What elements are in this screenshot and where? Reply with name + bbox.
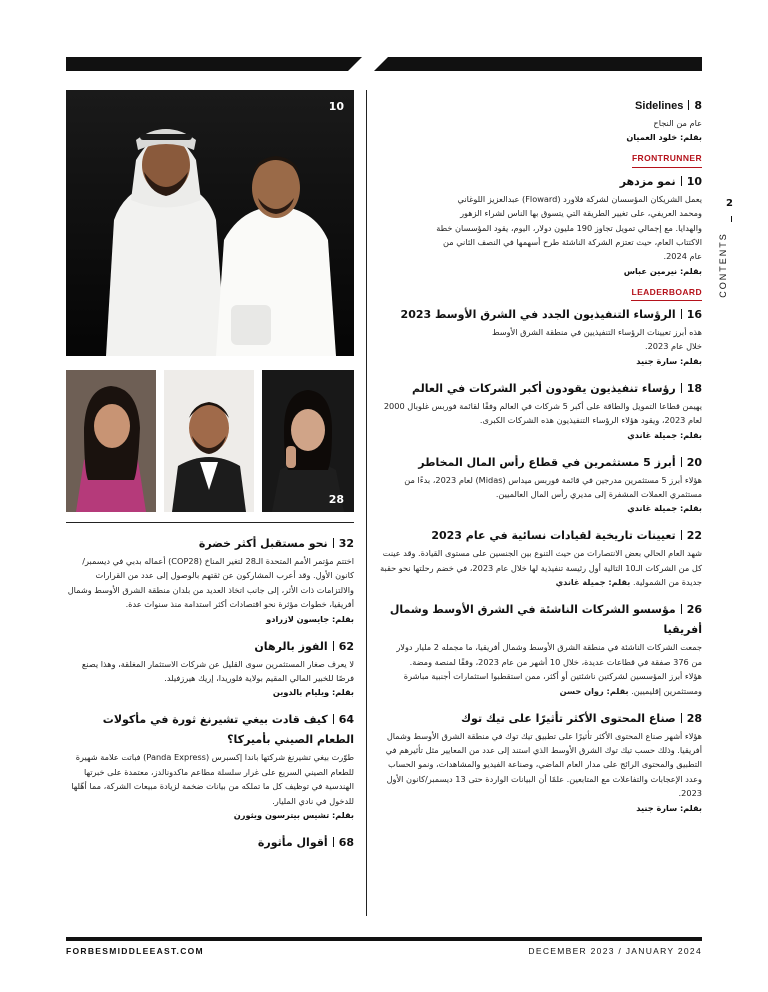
entry-number: 18: [686, 381, 702, 395]
footer-rule: [66, 937, 702, 941]
entry-32[interactable]: [66, 534, 354, 627]
entry-summary: هؤلاء أبرز 5 مستثمرين مدرجين في قائمة فوربس ميداس (Midas) لعام 2023، بدءًا من مستثمري العملات المشفرة إلى مديري رأس المال العالميين.: [404, 474, 702, 500]
entry-22[interactable]: [374, 526, 702, 590]
entry-byline: بقلم: جايسون لازرادو: [266, 613, 354, 624]
entry-title: تعيينات تاريخية لقيادات نسائية في عام 2023: [431, 529, 676, 543]
entry-number: 62: [338, 639, 354, 653]
entry-title: أقوال مأثورة: [257, 836, 328, 850]
entry-byline: بقلم: سارة جنيد: [636, 802, 702, 813]
entry-headline: [374, 600, 702, 640]
entry-title: نحو مستقبل أكثر خضرة: [198, 537, 328, 550]
footer-issue-date: DECEMBER 2023 / JANUARY 2024: [528, 946, 702, 956]
entry-summary-text: جمعت الشركات الناشئة في منطقة الشرق الأوسط وشمال أفريقيا، ما مجمله 2 مليار دولار من 376 صفقة في قطاعات عديدة، خلال 10 أشهر من عام 2023، وفقًا لمنصة ومضة. هؤلاء أبرز المؤسسين لشركتين ناشئتين أو أكثر، ممن استقطبوا استثمارات أجنبية مباشرة ومستثمرين إقليميين.: [396, 642, 702, 696]
entry-summary: لا يعرف صغار المستثمرين سوى القليل عن شركات الاستثمار المغلقة، وهذا يصنع فرصًا للخبير المالي المقيم بولاية فلوريدا، إريك هيرزفيلد.: [81, 658, 354, 684]
entry-64[interactable]: [66, 710, 354, 823]
entry-number: 64: [338, 713, 354, 727]
entry-headline: [374, 453, 702, 473]
entry-number: 32: [338, 537, 354, 550]
entry-headline: [66, 710, 354, 750]
entry-byline: بقلم: جميلة غاندي: [555, 577, 631, 588]
entry-8[interactable]: [374, 96, 702, 145]
entry-number: 16: [686, 308, 702, 322]
entry-62[interactable]: [66, 637, 354, 701]
founders-illustration: [66, 90, 354, 356]
founders-photo: [66, 90, 354, 356]
footer-website[interactable]: FORBESMIDDLEEAST.COM: [66, 946, 204, 956]
entry-title: الفوز بالرهان: [254, 639, 328, 653]
creator-illustration-3: [262, 370, 354, 512]
entry-headline: [374, 709, 702, 729]
entry-summary: يهيمن قطاعا التمويل والطاقة على أكبر 5 شركات في العالم وفقًا لقائمة فوربس غلوبال 2000 لعام 2023، ويقود هؤلاء الرؤساء التنفيذيون هذه الشركات الكبرى.: [383, 400, 702, 426]
entry-byline: بقلم: سارة جنيد: [636, 355, 702, 366]
entry-summary: [374, 640, 702, 698]
entry-title: كيف قادت بيغي تشيرنغ ثورة في مأكولات الطعام الصيني بأميركا؟: [102, 713, 354, 747]
entry-byline: بقلم: نيرمين عباس: [623, 265, 702, 276]
entry-title: أبرز 5 مستثمرين في قطاع رأس المال المخاطر: [418, 455, 676, 469]
entry-summary: يعمل الشريكان المؤسسان لشركة فلاورد (Floward) عبدالعزيز اللوغاني ومحمد العريفي، على تغيير الطريقة التي يتسوق بها الناس لشراء الزهور والهدايا. مع إجمالي تمويل تجاوز 190 مليون دولار، اليوم، يقود المؤسسان خطة الاكتتاب العام، حيث تعتزم الشركة الناشئة طرح أسهمها في النصف الثاني من عام 2024.: [436, 193, 702, 262]
top-bar-right: [374, 57, 702, 71]
entry-summary: [374, 546, 702, 590]
contents-left-column: [66, 534, 354, 863]
entry-number: 20: [686, 455, 702, 469]
column-divider: [366, 90, 367, 916]
entry-title: نمو مزدهر: [619, 174, 676, 188]
top-bar-left: [66, 57, 362, 71]
photo-page-number: 10: [328, 100, 344, 113]
entry-headline: [374, 305, 702, 325]
entry-byline: بقلم: خلود العميان: [626, 132, 702, 143]
side-tab: [718, 198, 748, 308]
section-leaderboard: LEADERBOARD: [631, 285, 702, 301]
entry-headline: [66, 833, 354, 853]
creator-photo-1: [66, 370, 156, 512]
entry-byline: بقلم: تشيس بيترسون ويثورن: [233, 810, 354, 821]
entry-number: 8: [694, 99, 702, 112]
entry-summary: طوّرت بيغي تشيرنغ شركتها باندا إكسبرس (Panda Express) فباتت علامة شهيرة للطعام الصيني السريع على غرار سلسلة مطاعم ماكدونالدز، معتمدة على خبرتها الهندسية في توظيف كل ما تملكه من بيانات ضخمة لزيادة مبيعات الشركة، مما أهّلها للدخول في نادي المليار.: [71, 752, 354, 806]
entry-18[interactable]: [374, 379, 702, 443]
side-label: CONTENTS: [717, 232, 728, 298]
entry-number: 26: [686, 603, 702, 617]
entry-title: مؤسسو الشركات الناشئة في الشرق الأوسط وشمال أفريقيا: [389, 603, 702, 637]
entry-headline: [374, 526, 702, 546]
entry-title: الرؤساء التنفيذيون الجدد في الشرق الأوسط 2023: [400, 308, 676, 322]
side-page-number: 2: [726, 198, 733, 209]
left-divider: [66, 522, 354, 523]
strip-page-number: 28: [328, 493, 344, 506]
entry-byline: بقلم: جميلة غاندي: [627, 503, 702, 514]
entry-10[interactable]: [374, 172, 702, 279]
creator-photo-3: [262, 370, 354, 512]
entry-summary: هذه أبرز تعيينات الرؤساء التنفيذيين في منطقة الشرق الأوسط خلال عام 2023.: [492, 327, 702, 352]
side-tick: [731, 216, 732, 222]
entry-title: صناع المحتوى الأكثر تأثيرًا على تيك توك: [460, 711, 676, 725]
entry-title: Sidelines: [635, 100, 684, 112]
entry-title: رؤساء تنفيذيون يقودون أكبر الشركات في العالم: [412, 381, 676, 395]
section-frontrunner: FRONTRUNNER: [632, 151, 702, 167]
entry-byline: بقلم: روان حسن: [559, 685, 629, 696]
entry-number: 10: [686, 174, 702, 188]
entry-headline: [66, 534, 354, 554]
entry-headline: [66, 637, 354, 657]
contents-right-column: [374, 96, 702, 826]
creator-illustration-1: [66, 370, 156, 512]
entry-20[interactable]: [374, 453, 702, 517]
entry-headline: [374, 96, 702, 116]
entry-summary: اختتم مؤتمر الأمم المتحدة الـ28 لتغير المناخ (COP28) أعماله بدبي في ديسمبر/كانون الأول. وقد أعرب المشاركون عن ثقتهم بالوصول إلى عدد من القرارات والالتزامات ذات الأثر، إلى جانب اتخاذ العديد من بلدان منطقة الشرق الأوسط وشمال أفريقيا، خطوات مؤثرة نحو اقتصادات أكثر استدامة منذ سنوات عدة.: [67, 556, 354, 610]
creator-photo-2: [164, 370, 254, 512]
entry-byline: بقلم: جميلة غاندي: [627, 429, 702, 440]
entry-summary: عام من النجاح: [653, 118, 702, 128]
creator-illustration-2: [164, 370, 254, 512]
entry-26[interactable]: [374, 600, 702, 698]
entry-16[interactable]: [374, 305, 702, 369]
entry-headline: [374, 379, 702, 399]
entry-number: 68: [338, 836, 354, 850]
entry-summary-text: شهد العام الحالي بعض الانتصارات من حيث التنوع بين الجنسين على مستوى القيادة. وقد عينت كل من الشركات الـ10 التالية أول رئيسة تنفيذية لها خلال عام 2023، في خضم رحلتها نحو حقبة جديدة من الشمولية.: [380, 548, 702, 588]
entry-summary: هؤلاء أشهر صناع المحتوى الأكثر تأثيرًا على تطبيق تيك توك في منطقة الشرق الأوسط وشمال أفريقيا. وذلك حسب تيك توك الشرق الأوسط الذي استند إلى عدد من المعايير مثل تأثيرهم في التطبيق والمحتوى الرائج على مدار العام الماضي، وصناعة الفيديو والمشاهدات، ونمو الحساب وعدد الإعجابات والتفاعلات مع المتابعين. علمًا أن البيانات الواردة حتى 13 ديسمبر/كانون الأول 2023.: [385, 730, 702, 799]
entry-headline: [374, 172, 702, 192]
entry-byline: بقلم: ويليام بالدوين: [272, 687, 354, 698]
entry-number: 22: [686, 529, 702, 543]
entry-number: 28: [686, 711, 702, 725]
entry-68[interactable]: [66, 833, 354, 853]
entry-28[interactable]: [374, 709, 702, 816]
